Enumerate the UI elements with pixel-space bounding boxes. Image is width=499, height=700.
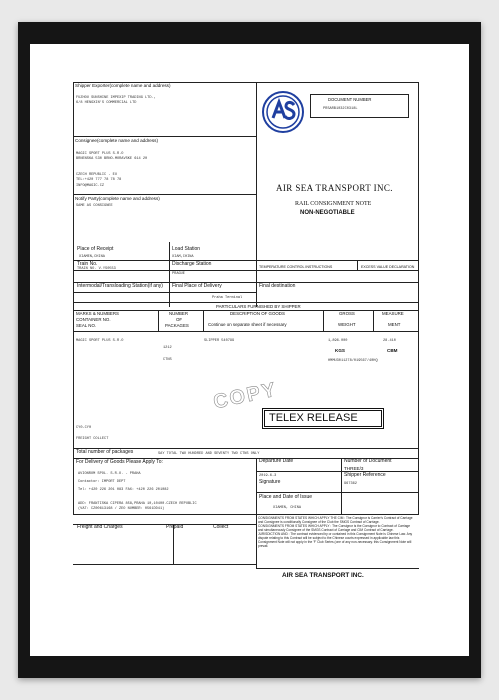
particulars-header: PARTICULARS FURNISHED BY SHIPPER xyxy=(216,304,301,309)
rule xyxy=(73,260,419,261)
document-subtitle: NON-NEGOTIABLE xyxy=(300,210,355,216)
rule xyxy=(203,310,204,331)
company-logo xyxy=(261,90,305,134)
rule xyxy=(73,194,256,195)
cargo-packages-unit: CTNS xyxy=(163,358,172,362)
col-description: DESCRIPTION OF GOODS xyxy=(230,311,285,316)
freight-label: Freight and Charges xyxy=(77,524,123,530)
rule xyxy=(256,514,257,568)
document-title: RAIL CONSIGNMENT NOTE xyxy=(295,201,372,207)
cargo-measure-unit: CBM xyxy=(387,348,398,353)
terms-paragraph: JURISDICTION AND : The contract evidenced by or contained in this Consignment Note is Chinese Law. Any dispute relating to this Contract will be subject to the Chinese courts expressed in applicable law this Consignment Note will not apply in the 'F' Club Series (one of any non-necessary. this Consignment Note will prevail. xyxy=(258,532,413,548)
rule xyxy=(341,458,342,514)
freight-prepaid: Prepaid xyxy=(166,524,184,530)
footer-company-name: AIR SEA TRANSPORT INC. xyxy=(282,572,364,579)
cargo-container: HMMU3011278/019567/40HQ xyxy=(328,359,378,363)
cargo-packages: 1212 xyxy=(163,346,172,350)
terms-paragraph: CONSIGNMENTS FROM STATES WHICH APPLY THE CIM : The Consignor is Carrier's Contract of Carriage and Consignee is conditionally Consignee of the Club the SMGS Contract of Carriage. xyxy=(258,516,413,524)
signature-label: Signature xyxy=(259,479,281,485)
rule xyxy=(256,471,419,472)
col-marks: MARKS & NUMBERS xyxy=(76,311,119,316)
col-measure: MEASURE xyxy=(382,311,404,316)
shipper-ref-value: 967362 xyxy=(344,482,357,486)
discharge-station-value: PRAGUE xyxy=(172,272,185,276)
rule xyxy=(256,82,257,307)
delivery-label: For Delivery of Goods Please Apply To: xyxy=(76,459,163,465)
delivery-line: (VAT: CZ00613168 / ZEO NUMBER: 0561DD41) xyxy=(78,507,165,511)
shipper-line: FUZHOU SUNSHINE IMPEXIP TRADING LTD., xyxy=(76,96,156,100)
consignee-line: CZECH REPUBLIC - EU xyxy=(76,173,117,177)
col-number: OF xyxy=(176,317,183,322)
load-station-label: Load Station xyxy=(172,246,201,252)
cargo-measure: 28.410 xyxy=(383,339,396,343)
rule xyxy=(357,260,358,270)
rule xyxy=(73,302,419,303)
notify-label: Notify Party(complete name and address) xyxy=(75,196,160,201)
col-marks: SEAL NO. xyxy=(76,323,97,328)
copy-stamp: COPY xyxy=(211,378,280,414)
number-docs-label: Number of Document xyxy=(344,458,392,464)
consignee-line: TEL:+420 777 78 78 78 xyxy=(76,178,122,182)
departure-value: 2019-6-3 xyxy=(259,474,277,478)
cargo-description: SLIPPER 540799 xyxy=(204,339,235,343)
consignee-line: MAGIC SPORT PLUS S.R.O xyxy=(76,152,124,156)
freight-collect: Collect xyxy=(213,524,229,530)
place-date-label: Place and Date of Issue xyxy=(259,494,313,500)
intermodal-label: Intermodal/Transloading Station(if any) xyxy=(77,283,163,289)
total-packages-label: Total number of packages xyxy=(76,448,134,455)
rule xyxy=(373,310,374,331)
rule xyxy=(169,242,170,307)
notify-value: SAME AS CONSIGNEE xyxy=(76,204,113,208)
final-destination-label: Final destination xyxy=(259,283,296,289)
rail-consignment-note xyxy=(73,82,419,590)
final-place-value: Praha Terminal xyxy=(212,295,243,300)
rule xyxy=(256,492,419,493)
rule xyxy=(158,310,159,331)
rule xyxy=(323,310,324,331)
place-of-receipt-label: Place of Receipt xyxy=(77,246,114,252)
shipper-line: 6/8 HENGXIN'S COMMERCIAL LTD xyxy=(76,101,137,105)
number-docs-value: THREE/3 xyxy=(344,466,364,471)
cargo-gross: 1,896.000 xyxy=(328,339,348,343)
total-packages-value: SAY TOTAL TWO HUNDRED AND SEVENTY TWO CTNS ONLY xyxy=(158,451,260,456)
col-marks: CONTAINER NO. xyxy=(76,317,111,322)
temperature-label: TEMPERATURE CONTROL INSTRUCTIONS xyxy=(259,265,333,269)
rule xyxy=(418,82,419,514)
place-of-receipt-value: XIAMEN,CHINA xyxy=(79,255,105,259)
delivery-line: AVIONROM SPOL. S.R.O. - PRAHA xyxy=(78,472,141,476)
terms-paragraph: CONSIGNMENTS FROM STATES WHICH APPLY : The Consignor is the Consignor to Contract of Carriage and simultaneously Consignee of the SMGS Contract of Carriage and CIM Contract of Carriage. xyxy=(258,524,411,532)
delivery-line: Contactor: IMPORT DEPT xyxy=(78,480,126,484)
shipper-label: Shipper Exporter(complete name and address) xyxy=(75,83,171,88)
consignee-label: Consignee(complete name and address) xyxy=(75,138,158,143)
discharge-station-label: Discharge Station xyxy=(172,260,212,267)
rule xyxy=(73,82,74,514)
consignee-line: INFO@MAGIC.CZ xyxy=(76,184,105,188)
cargo-marks: MAGIC SPORT PLUS S.R.O xyxy=(76,339,124,343)
shipper-ref-label: Shipper Reference xyxy=(344,472,386,478)
delivery-line: ADD: FRANTISKA CIPERA 858,PRAHA 10,10400.CZECH REPUBLIC xyxy=(78,502,197,506)
cargo-gross-unit: KGS xyxy=(335,348,345,353)
document-number-value: PRSARB1032C0318L xyxy=(323,107,358,111)
excess-value-label: EXCESS VALUE DECLARATION xyxy=(361,265,415,269)
rule xyxy=(256,458,257,514)
cargo-freight: FREIGHT COLLECT xyxy=(76,437,109,441)
terms-block xyxy=(258,516,416,548)
consignee-line: BRNENSKA 530 BRNO-MORAVSKE 614 20 xyxy=(76,157,148,161)
col-gross: GROSS xyxy=(339,311,355,316)
company-name: AIR SEA TRANSPORT INC. xyxy=(276,183,393,193)
rule xyxy=(73,514,419,515)
document-number-label: DOCUMENT NUMBER xyxy=(328,97,372,102)
delivery-line: Tel: +420 226 201 083 FAX: +420 226 201082 xyxy=(78,488,169,492)
rule xyxy=(256,568,419,569)
rule xyxy=(73,331,419,332)
rule xyxy=(73,136,256,137)
load-station-value: XIAM,CHINA xyxy=(172,255,194,259)
cargo-cy: CY0-CY0 xyxy=(76,426,92,430)
departure-label: Departure Date xyxy=(259,458,294,464)
train-no-value: TRAIN NO. V.YS0553 xyxy=(77,267,116,271)
col-measure: MENT xyxy=(388,322,401,327)
col-number: NUMBER xyxy=(169,311,189,316)
telex-release-text: TELEX RELEASE xyxy=(269,411,358,424)
train-no-label: Train No. xyxy=(77,260,98,267)
col-description: Continue on separate sheet if necessary xyxy=(208,322,287,327)
col-gross: WEIGHT xyxy=(338,322,356,327)
place-date-value: XIAMEN, CHINA xyxy=(273,506,302,510)
rule xyxy=(73,564,256,565)
final-place-label: Final Place of Delivery xyxy=(172,283,222,289)
col-number: PACKAGES xyxy=(165,323,189,328)
rule xyxy=(73,292,256,293)
